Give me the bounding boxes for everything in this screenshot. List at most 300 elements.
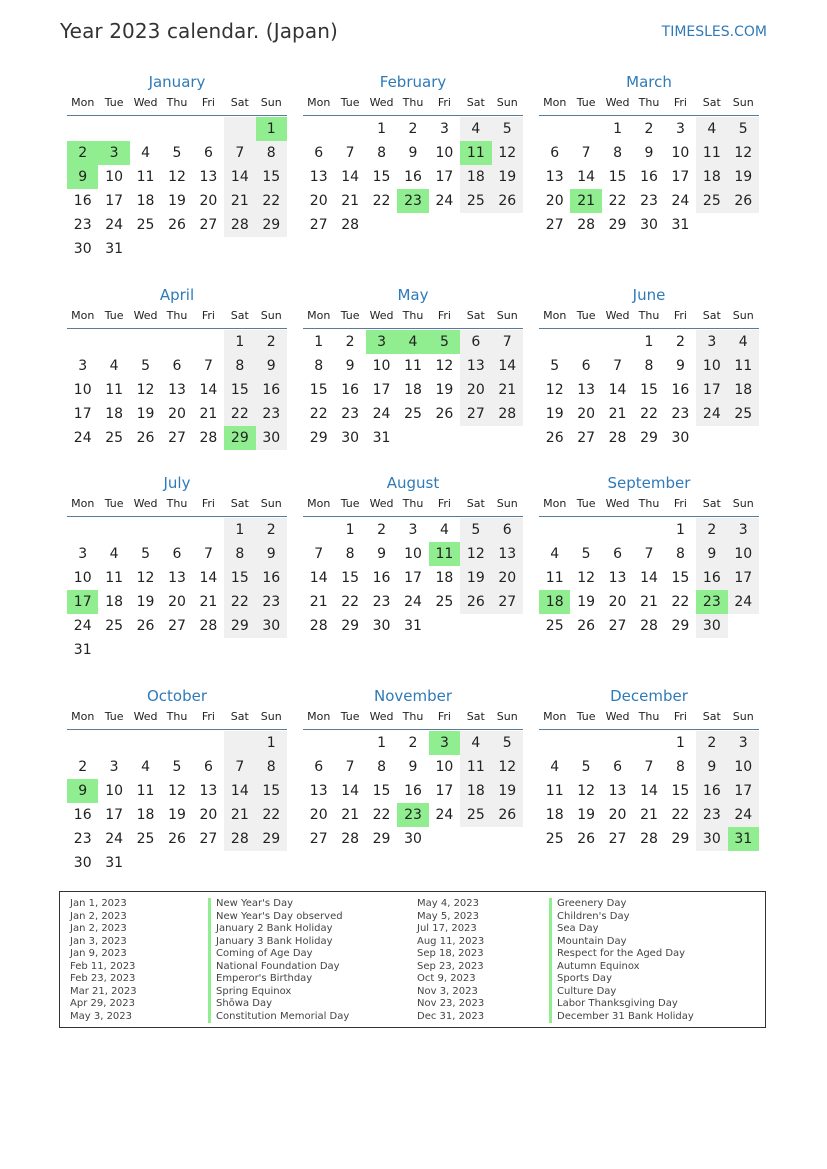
day-cell: 6 xyxy=(613,546,623,562)
day-cell: 18 xyxy=(136,807,155,823)
holiday-date: Aug 11, 2023 xyxy=(417,935,485,947)
day-cell: 6 xyxy=(172,546,182,562)
day-grid xyxy=(67,330,287,450)
day-cell: 13 xyxy=(608,783,627,799)
day-cell: 13 xyxy=(608,570,627,586)
day-cell: 9 xyxy=(345,358,355,374)
day-cell: 2 xyxy=(256,330,287,354)
weekday-label: Thu xyxy=(166,710,188,723)
day-cell: 30 xyxy=(372,618,391,634)
day-grid xyxy=(539,518,759,638)
day-cell: 13 xyxy=(199,169,218,185)
weekday-label: Sun xyxy=(732,309,754,322)
day-cell: 9 xyxy=(408,145,418,161)
day-cell: 24 xyxy=(696,402,727,426)
weekday-label: Sat xyxy=(702,96,721,109)
empty-day-cell xyxy=(98,117,129,141)
day-cell: 23 xyxy=(256,402,287,426)
day-cell: 17 xyxy=(435,783,454,799)
day-cell: 29 xyxy=(671,831,690,847)
weekday-label: Mon xyxy=(543,497,567,510)
day-cell: 10 xyxy=(728,542,759,566)
empty-day-cell xyxy=(539,518,570,542)
holiday-name: Sea Day xyxy=(549,923,599,936)
day-cell: 6 xyxy=(172,358,182,374)
day-cell: 15 xyxy=(309,382,328,398)
day-cell: 21 xyxy=(341,807,360,823)
month-february xyxy=(303,72,523,237)
day-cell: 1 xyxy=(314,334,324,350)
day-cell: 10 xyxy=(435,759,454,775)
weekday-label: Thu xyxy=(402,309,424,322)
day-cell: 1 xyxy=(224,330,255,354)
day-cell: 27 xyxy=(608,618,627,634)
day-cell: 10 xyxy=(73,382,92,398)
weekday-label: Thu xyxy=(402,96,424,109)
day-cell: 19 xyxy=(545,406,564,422)
day-cell: 20 xyxy=(608,594,627,610)
day-cell: 27 xyxy=(309,217,328,233)
weekday-label: Fri xyxy=(201,497,215,510)
day-cell: 20 xyxy=(577,406,596,422)
weekday-header xyxy=(67,95,287,116)
day-cell: 13 xyxy=(545,169,564,185)
weekday-header xyxy=(303,95,523,116)
day-cell: 13 xyxy=(577,382,596,398)
weekday-label: Tue xyxy=(340,497,360,510)
holiday-name: Emperor's Birthday xyxy=(208,973,312,986)
weekday-label: Mon xyxy=(543,96,567,109)
weekday-label: Wed xyxy=(133,497,158,510)
day-cell: 17 xyxy=(728,779,759,803)
month-name: September xyxy=(607,474,691,492)
weekday-label: Thu xyxy=(638,96,660,109)
day-cell: 7 xyxy=(345,759,355,775)
weekday-label: Tue xyxy=(340,309,360,322)
day-cell: 11 xyxy=(105,570,124,586)
day-cell: 27 xyxy=(199,831,218,847)
weekday-label: Sat xyxy=(702,497,721,510)
day-cell: 19 xyxy=(168,807,186,823)
day-cell: 8 xyxy=(675,546,685,562)
weekday-label: Fri xyxy=(437,96,451,109)
day-cell: 31 xyxy=(671,217,690,233)
day-cell: 22 xyxy=(640,406,658,422)
holiday-day-cell: 23 xyxy=(397,803,428,827)
holiday-name: Mountain Day xyxy=(549,936,627,949)
holiday-name: December 31 Bank Holiday xyxy=(549,1011,694,1024)
day-cell: 22 xyxy=(671,807,690,823)
day-cell: 17 xyxy=(73,406,92,422)
day-cell: 4 xyxy=(141,759,151,775)
day-cell: 14 xyxy=(199,570,218,586)
day-cell: 7 xyxy=(203,546,213,562)
day-cell: 25 xyxy=(545,831,564,847)
day-cell: 4 xyxy=(550,759,560,775)
holiday-date: Feb 11, 2023 xyxy=(70,960,136,972)
empty-day-cell xyxy=(130,518,161,542)
day-cell: 6 xyxy=(203,759,213,775)
weekday-label: Sat xyxy=(230,497,249,510)
holiday-date: Apr 29, 2023 xyxy=(70,998,136,1009)
empty-day-cell xyxy=(161,518,192,542)
day-cell: 27 xyxy=(545,217,564,233)
day-cell: 22 xyxy=(372,193,391,209)
day-cell: 8 xyxy=(256,141,287,165)
day-cell: 11 xyxy=(545,570,564,586)
day-cell: 27 xyxy=(168,430,186,446)
empty-day-cell xyxy=(570,117,601,141)
day-cell: 24 xyxy=(435,807,454,823)
day-cell: 15 xyxy=(256,165,287,189)
day-cell: 15 xyxy=(224,378,255,402)
day-cell: 4 xyxy=(460,117,491,141)
month-may xyxy=(303,285,523,450)
weekday-label: Thu xyxy=(166,96,188,109)
day-cell: 1 xyxy=(345,522,355,538)
day-cell: 2 xyxy=(696,518,727,542)
month-october xyxy=(67,686,287,875)
empty-day-cell xyxy=(224,117,255,141)
weekday-label: Tue xyxy=(104,710,124,723)
day-cell: 28 xyxy=(492,402,523,426)
day-cell: 4 xyxy=(460,731,491,755)
day-cell: 10 xyxy=(372,358,391,374)
weekday-label: Wed xyxy=(605,309,630,322)
day-cell: 20 xyxy=(309,193,328,209)
day-cell: 23 xyxy=(73,217,92,233)
empty-day-cell xyxy=(633,518,664,542)
holiday-date: Jan 1, 2023 xyxy=(70,898,127,909)
holiday-name: Children's Day xyxy=(549,911,630,924)
day-cell: 2 xyxy=(696,731,727,755)
weekday-header xyxy=(539,308,759,329)
day-cell: 9 xyxy=(256,354,287,378)
day-cell: 29 xyxy=(640,430,658,446)
day-cell: 22 xyxy=(309,406,328,422)
holiday-day-cell: 3 xyxy=(366,330,397,354)
month-january xyxy=(67,72,287,261)
day-cell: 26 xyxy=(545,430,564,446)
holiday-day-cell: 9 xyxy=(67,165,98,189)
day-cell: 8 xyxy=(224,354,255,378)
holiday-date: Nov 3, 2023 xyxy=(417,985,478,997)
day-cell: 26 xyxy=(577,831,596,847)
empty-day-cell xyxy=(602,518,633,542)
day-cell: 16 xyxy=(73,807,92,823)
weekday-label: Thu xyxy=(638,309,660,322)
holiday-day-cell: 11 xyxy=(429,542,460,566)
day-cell: 24 xyxy=(105,217,124,233)
month-name: May xyxy=(397,286,429,304)
weekday-header xyxy=(67,496,287,517)
day-cell: 13 xyxy=(168,570,186,586)
day-cell: 16 xyxy=(341,382,360,398)
weekday-label: Mon xyxy=(71,710,95,723)
day-cell: 31 xyxy=(105,855,124,871)
month-name: October xyxy=(146,687,208,705)
day-cell: 15 xyxy=(372,169,391,185)
weekday-label: Fri xyxy=(437,309,451,322)
day-cell: 17 xyxy=(404,570,422,586)
day-cell: 25 xyxy=(105,618,124,634)
day-cell: 4 xyxy=(696,117,727,141)
day-cell: 30 xyxy=(73,855,92,871)
day-cell: 9 xyxy=(256,542,287,566)
weekday-header xyxy=(539,95,759,116)
day-cell: 13 xyxy=(168,382,186,398)
holiday-date: Sep 18, 2023 xyxy=(417,948,484,959)
day-cell: 5 xyxy=(172,759,182,775)
day-cell: 16 xyxy=(404,783,422,799)
day-cell: 2 xyxy=(408,735,418,751)
day-cell: 22 xyxy=(341,594,360,610)
weekday-label: Wed xyxy=(369,309,394,322)
empty-day-cell xyxy=(539,330,570,354)
day-cell: 8 xyxy=(256,755,287,779)
holiday-day-cell: 3 xyxy=(429,731,460,755)
day-cell: 15 xyxy=(224,566,255,590)
day-cell: 7 xyxy=(224,755,255,779)
day-cell: 11 xyxy=(136,169,155,185)
day-cell: 20 xyxy=(168,594,186,610)
day-cell: 27 xyxy=(309,831,328,847)
holiday-day-cell: 23 xyxy=(696,590,727,614)
day-cell: 27 xyxy=(199,217,218,233)
day-cell: 31 xyxy=(404,618,422,634)
day-cell: 28 xyxy=(224,827,255,851)
day-cell: 3 xyxy=(728,518,759,542)
holiday-day-cell: 4 xyxy=(397,330,428,354)
weekday-label: Sat xyxy=(230,309,249,322)
day-cell: 24 xyxy=(728,590,759,614)
day-grid xyxy=(303,518,523,638)
day-cell: 14 xyxy=(608,382,627,398)
holiday-day-cell: 1 xyxy=(256,117,287,141)
day-cell: 9 xyxy=(696,755,727,779)
empty-day-cell xyxy=(602,330,633,354)
day-cell: 18 xyxy=(728,378,759,402)
day-cell: 30 xyxy=(256,426,287,450)
day-cell: 15 xyxy=(341,570,360,586)
day-cell: 11 xyxy=(696,141,727,165)
day-cell: 25 xyxy=(460,803,491,827)
day-cell: 12 xyxy=(136,570,155,586)
empty-day-cell xyxy=(67,518,98,542)
holiday-date: Jan 2, 2023 xyxy=(70,923,127,934)
day-cell: 3 xyxy=(696,330,727,354)
holiday-name: Shōwa Day xyxy=(208,998,272,1011)
day-cell: 1 xyxy=(675,522,685,538)
day-cell: 16 xyxy=(372,570,391,586)
day-cell: 29 xyxy=(256,213,287,237)
day-cell: 29 xyxy=(372,831,391,847)
day-cell: 29 xyxy=(671,618,690,634)
day-cell: 18 xyxy=(435,570,454,586)
day-cell: 17 xyxy=(105,193,124,209)
day-cell: 17 xyxy=(696,378,727,402)
day-cell: 24 xyxy=(435,193,454,209)
brand-link[interactable]: TIMESLES.COM xyxy=(661,24,767,40)
weekday-label: Thu xyxy=(638,497,660,510)
day-cell: 25 xyxy=(404,406,422,422)
day-cell: 26 xyxy=(577,618,596,634)
empty-day-cell xyxy=(193,731,224,755)
day-cell: 3 xyxy=(675,121,685,137)
day-cell: 20 xyxy=(199,807,218,823)
month-name: January xyxy=(148,73,206,91)
month-name: April xyxy=(159,286,195,304)
weekday-label: Sat xyxy=(230,710,249,723)
day-cell: 19 xyxy=(168,193,186,209)
holiday-date: Oct 9, 2023 xyxy=(417,973,476,984)
day-cell: 5 xyxy=(492,117,523,141)
day-cell: 18 xyxy=(404,382,422,398)
month-name: December xyxy=(610,687,688,705)
day-cell: 23 xyxy=(640,193,658,209)
day-cell: 14 xyxy=(341,169,360,185)
weekday-label: Wed xyxy=(605,710,630,723)
day-cell: 25 xyxy=(136,831,155,847)
day-cell: 14 xyxy=(199,382,218,398)
weekday-label: Mon xyxy=(543,710,567,723)
day-cell: 1 xyxy=(377,735,387,751)
holiday-day-cell: 23 xyxy=(397,189,428,213)
holiday-name: New Year's Day observed xyxy=(208,911,343,924)
day-cell: 20 xyxy=(460,378,491,402)
day-cell: 30 xyxy=(640,217,658,233)
month-july xyxy=(67,473,287,662)
empty-day-cell xyxy=(98,518,129,542)
day-cell: 3 xyxy=(109,759,119,775)
day-cell: 24 xyxy=(73,430,92,446)
day-cell: 30 xyxy=(256,614,287,638)
day-cell: 21 xyxy=(309,594,328,610)
day-cell: 6 xyxy=(314,759,324,775)
weekday-label: Sun xyxy=(732,497,754,510)
day-cell: 20 xyxy=(492,566,523,590)
day-cell: 7 xyxy=(581,145,591,161)
day-cell: 31 xyxy=(73,642,92,658)
day-cell: 15 xyxy=(608,169,627,185)
day-cell: 28 xyxy=(199,618,218,634)
day-cell: 3 xyxy=(728,731,759,755)
weekday-label: Sat xyxy=(702,710,721,723)
day-cell: 21 xyxy=(199,406,218,422)
day-cell: 18 xyxy=(545,807,564,823)
empty-day-cell xyxy=(67,731,98,755)
day-cell: 21 xyxy=(608,406,627,422)
holiday-day-cell: 21 xyxy=(570,189,601,213)
day-cell: 4 xyxy=(141,145,151,161)
holiday-day-cell: 5 xyxy=(429,330,460,354)
day-cell: 14 xyxy=(309,570,328,586)
empty-day-cell xyxy=(539,117,570,141)
weekday-header xyxy=(539,496,759,517)
day-cell: 29 xyxy=(224,614,255,638)
weekday-label: Sun xyxy=(260,710,282,723)
day-cell: 13 xyxy=(309,169,328,185)
day-cell: 8 xyxy=(644,358,654,374)
holiday-name: New Year's Day xyxy=(208,898,293,911)
day-cell: 15 xyxy=(640,382,658,398)
day-cell: 8 xyxy=(377,759,387,775)
day-grid xyxy=(539,117,759,237)
weekday-label: Mon xyxy=(71,96,95,109)
day-cell: 21 xyxy=(640,594,658,610)
day-cell: 25 xyxy=(545,618,564,634)
day-cell: 20 xyxy=(309,807,328,823)
day-cell: 28 xyxy=(577,217,596,233)
day-cell: 13 xyxy=(309,783,328,799)
day-cell: 12 xyxy=(545,382,564,398)
month-name: June xyxy=(632,286,666,304)
day-cell: 23 xyxy=(372,594,391,610)
day-cell: 6 xyxy=(613,759,623,775)
weekday-label: Tue xyxy=(576,309,596,322)
day-cell: 19 xyxy=(577,594,596,610)
month-name: August xyxy=(386,474,440,492)
weekday-label: Tue xyxy=(340,96,360,109)
empty-day-cell xyxy=(98,330,129,354)
day-cell: 18 xyxy=(105,406,124,422)
day-cell: 28 xyxy=(640,831,658,847)
day-cell: 21 xyxy=(224,189,255,213)
holiday-date: Jan 2, 2023 xyxy=(70,910,127,922)
day-cell: 19 xyxy=(435,382,454,398)
day-cell: 11 xyxy=(105,382,124,398)
day-cell: 13 xyxy=(492,542,523,566)
day-cell: 8 xyxy=(377,145,387,161)
day-cell: 3 xyxy=(408,522,418,538)
day-cell: 5 xyxy=(550,358,560,374)
day-cell: 9 xyxy=(644,145,654,161)
day-cell: 16 xyxy=(671,382,690,398)
day-cell: 22 xyxy=(671,594,690,610)
page-title: Year 2023 calendar. (Japan) xyxy=(60,19,338,43)
day-cell: 14 xyxy=(640,783,658,799)
weekday-label: Sun xyxy=(260,96,282,109)
day-cell: 12 xyxy=(492,755,523,779)
day-cell: 26 xyxy=(168,831,186,847)
empty-day-cell xyxy=(98,731,129,755)
day-cell: 2 xyxy=(408,121,418,137)
day-cell: 16 xyxy=(73,193,92,209)
day-cell: 10 xyxy=(728,755,759,779)
day-cell: 12 xyxy=(460,542,491,566)
weekday-label: Tue xyxy=(104,309,124,322)
day-cell: 26 xyxy=(435,406,454,422)
day-cell: 14 xyxy=(577,169,596,185)
day-cell: 8 xyxy=(345,546,355,562)
day-cell: 12 xyxy=(435,358,454,374)
weekday-label: Mon xyxy=(71,497,95,510)
day-cell: 19 xyxy=(728,165,759,189)
day-cell: 5 xyxy=(141,546,151,562)
day-cell: 24 xyxy=(372,406,391,422)
weekday-label: Fri xyxy=(437,497,451,510)
day-grid xyxy=(303,117,523,237)
day-cell: 10 xyxy=(404,546,422,562)
empty-day-cell xyxy=(130,330,161,354)
day-cell: 22 xyxy=(256,189,287,213)
day-cell: 22 xyxy=(372,807,391,823)
empty-day-cell xyxy=(224,731,255,755)
day-cell: 6 xyxy=(460,330,491,354)
day-cell: 5 xyxy=(460,518,491,542)
day-cell: 11 xyxy=(545,783,564,799)
weekday-label: Mon xyxy=(307,497,331,510)
